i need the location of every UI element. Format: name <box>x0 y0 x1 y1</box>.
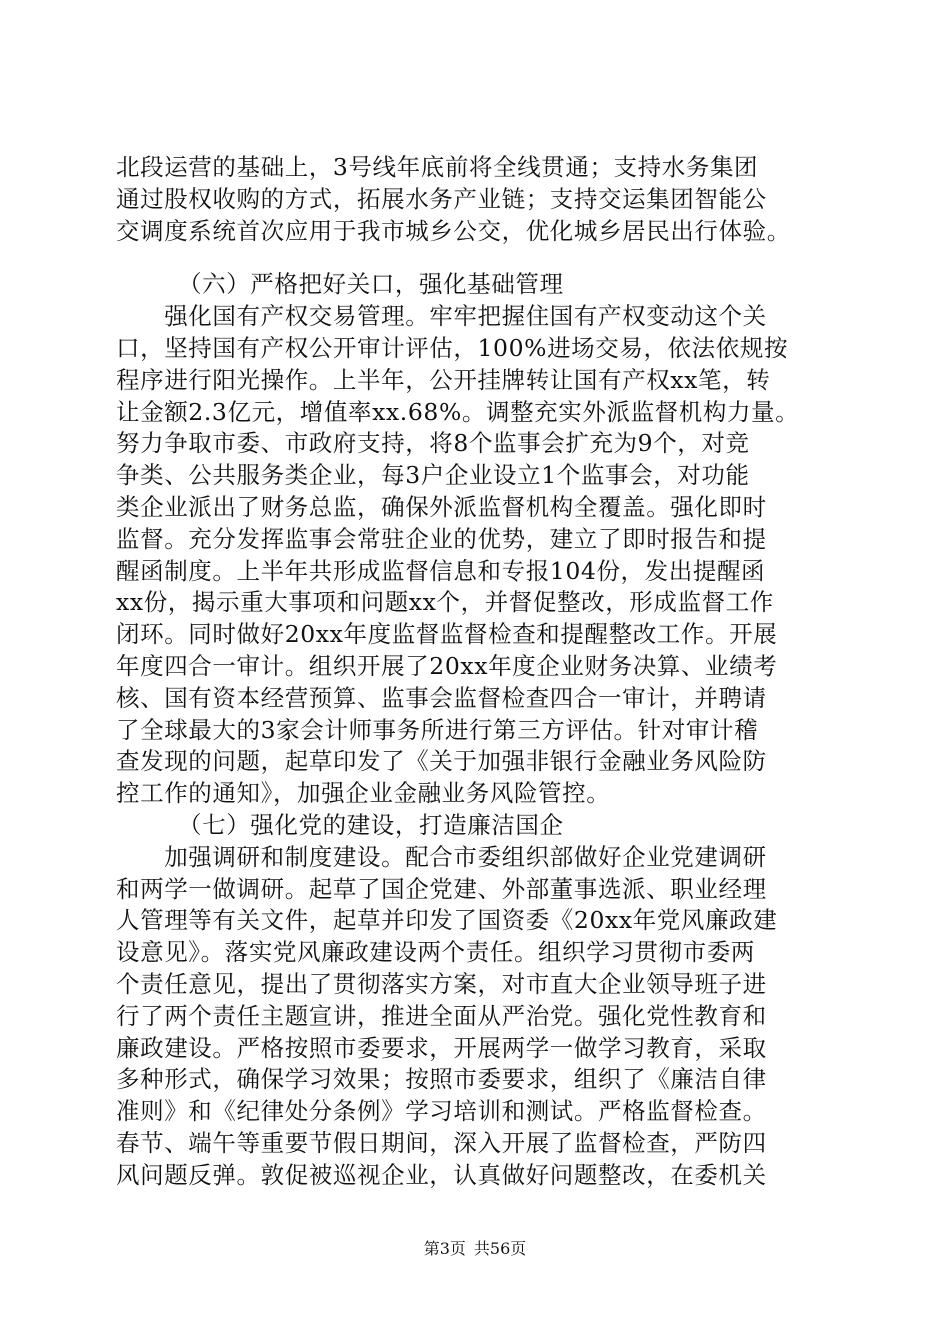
text-line: 监督。充分发挥监事会常驻企业的优势，建立了即时报告和提 <box>116 524 767 553</box>
text-line: 了全球最大的3家会计师事务所进行第三方评估。针对审计稽 <box>116 715 759 744</box>
text-line: 北段运营的基础上，3号线年底前将全线贯通；支持水务集团 <box>116 153 759 181</box>
paragraph-gap <box>116 247 856 269</box>
text-line: 春节、端午等重要节假日期间，深入开展了监督检查，严防四 <box>116 1128 767 1157</box>
page-footer <box>0 1239 950 1259</box>
text-line: 醒函制度。上半年共形成监督信息和专报104份，发出提醒函 <box>116 556 766 585</box>
text-line: 努力争取市委、市政府支持，将8个监事会扩充为9个，对竞 <box>116 429 750 458</box>
paragraph-continuation <box>116 152 856 247</box>
text-line: 行了两个责任主题宣讲，推进全面从严治党。强化党性教育和 <box>116 1001 767 1030</box>
document-body <box>116 152 856 1192</box>
text-line: 和两学一做调研。起草了国企党建、外部董事选派、职业经理 <box>116 874 767 903</box>
text-line: 口，坚持国有产权公开审计评估，100%进场交易，依法依规按 <box>116 333 789 362</box>
text-line: 让金额2.3亿元，增值率xx.68%。调整充实外派监督机构力量。 <box>116 397 800 426</box>
text-line: 多种形式，确保学习效果；按照市委要求，组织了《廉洁自律 <box>116 1065 767 1094</box>
text-line: 设意见》。落实党风廉政建设两个责任。组织学习贯彻市委两 <box>116 938 755 967</box>
text-line: 廉政建设。严格按照市委要求，开展两学一做学习教育，采取 <box>116 1033 767 1062</box>
section-heading-6: （六）严格把好关口，强化基础管理 <box>178 270 564 299</box>
text-line: 准则》和《纪律处分条例》学习培训和测试。严格监督检查。 <box>116 1097 767 1126</box>
text-line: 闭环。同时做好20xx年度监督监督检查和提醒整改工作。开展 <box>116 620 778 649</box>
text-line: 人管理等有关文件，起草并印发了国资委《20xx年党风廉政建 <box>116 906 778 935</box>
section-heading-7: （七）强化党的建设，打造廉洁国企 <box>178 810 564 839</box>
text-line: 争类、公共服务类企业，每3户企业设立1个监事会，对功能 <box>116 461 750 490</box>
text-line: 个责任意见，提出了贯彻落实方案，对市直大企业领导班子进 <box>116 969 767 998</box>
text-line: 加强调研和制度建设。配合市委组织部做好企业党建调研 <box>116 842 767 871</box>
text-line: 强化国有产权交易管理。牢牢把握住国有产权变动这个关 <box>116 302 767 331</box>
text-line: 核、国有资本经营预算、监事会监督检查四合一审计，并聘请 <box>116 683 767 712</box>
text-line: 查发现的问题，起草印发了《关于加强非银行金融业务风险防 <box>116 747 767 776</box>
text-line: 类企业派出了财务总监，确保外派监督机构全覆盖。强化即时 <box>116 492 767 521</box>
text-line: 程序进行阳光操作。上半年，公开挂牌转让国有产权xx笔，转 <box>116 365 771 394</box>
text-line: 风问题反弹。敦促被巡视企业，认真做好问题整改，在委机关 <box>116 1160 767 1189</box>
page-total: 共56页 <box>473 1239 527 1258</box>
text-line: 通过股权收购的方式，拓展水务产业链；支持交运集团智能公 <box>116 184 767 213</box>
paragraph-section-6 <box>116 301 856 810</box>
text-line: 年度四合一审计。组织开展了20xx年度企业财务决算、业绩考 <box>116 651 778 680</box>
text-line: 控工作的通知》，加强企业金融业务风险管控。 <box>116 779 611 808</box>
paragraph-section-7 <box>116 842 856 1192</box>
text-line: xx份，揭示重大事项和问题xx个，并督促整改，形成监督工作 <box>116 588 774 617</box>
text-line: 交调度系统首次应用于我市城乡公交，优化城乡居民出行体验。 <box>116 216 791 245</box>
page-number: 第3页 <box>423 1239 466 1258</box>
